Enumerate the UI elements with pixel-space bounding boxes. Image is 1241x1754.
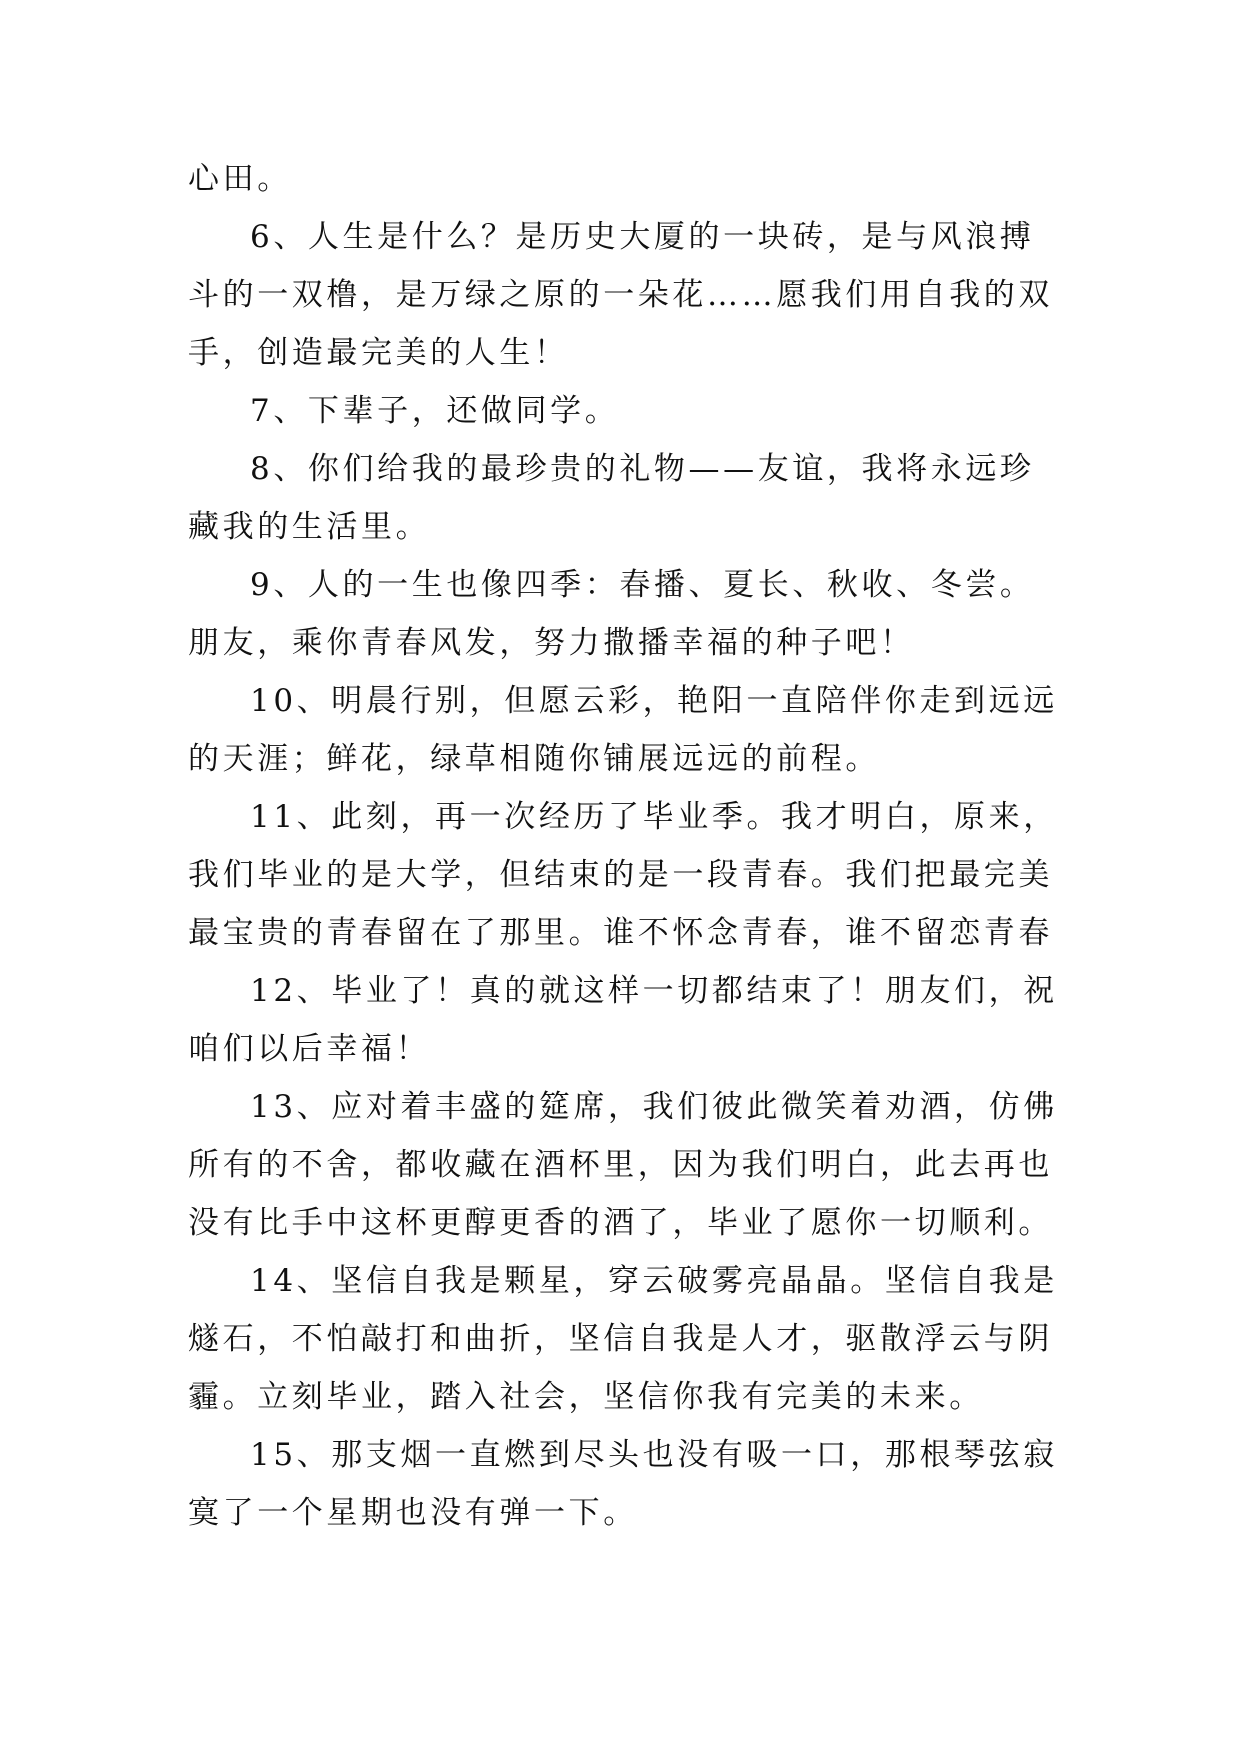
document-page	[188, 150, 1068, 1542]
paragraph-item-12: 12、毕业了！真的就这样一切都结束了！朋友们，祝咱们以后幸福！	[188, 973, 1058, 1067]
paragraph-item-14: 14、坚信自我是颗星，穿云破雾亮晶晶。坚信自我是燧石，不怕敲打和曲折，坚信自我是人才，驱散浮云与阴霾。立刻毕业，踏入社会，坚信你我有完美的未来。	[188, 1263, 1058, 1415]
paragraph-item-13: 13、应对着丰盛的筵席，我们彼此微笑着劝酒，仿佛所有的不舍，都收藏在酒杯里，因为我们明白，此去再也没有比手中这杯更醇更香的酒了，毕业了愿你一切顺利。	[188, 1089, 1058, 1241]
paragraph-item-11: 11、此刻，再一次经历了毕业季。我才明白，原来，我们毕业的是大学，但结束的是一段青春。我们把最完美最宝贵的青春留在了那里。谁不怀念青春，谁不留恋青春	[188, 799, 1058, 951]
paragraph-item-9: 9、人的一生也像四季：春播、夏长、秋收、冬尝。朋友，乘你青春风发，努力撒播幸福的种子吧！	[188, 567, 1035, 661]
paragraph-item-7: 7、下辈子，还做同学。	[250, 393, 620, 429]
paragraph-item-8: 8、你们给我的最珍贵的礼物——友谊，我将永远珍藏我的生活里。	[188, 451, 1035, 545]
paragraph-continuation: 心田。	[188, 161, 292, 197]
paragraph-item-15: 15、那支烟一直燃到尽头也没有吸一口，那根琴弦寂寞了一个星期也没有弹一下。	[188, 1437, 1058, 1531]
paragraph-item-10: 10、明晨行别，但愿云彩，艳阳一直陪伴你走到远远的天涯；鲜花，绿草相随你铺展远远的前程。	[188, 683, 1058, 777]
paragraph-item-6: 6、人生是什么？是历史大厦的一块砖，是与风浪搏斗的一双橹，是万绿之原的一朵花……愿我们用自我的双手，创造最完美的人生！	[188, 219, 1053, 371]
